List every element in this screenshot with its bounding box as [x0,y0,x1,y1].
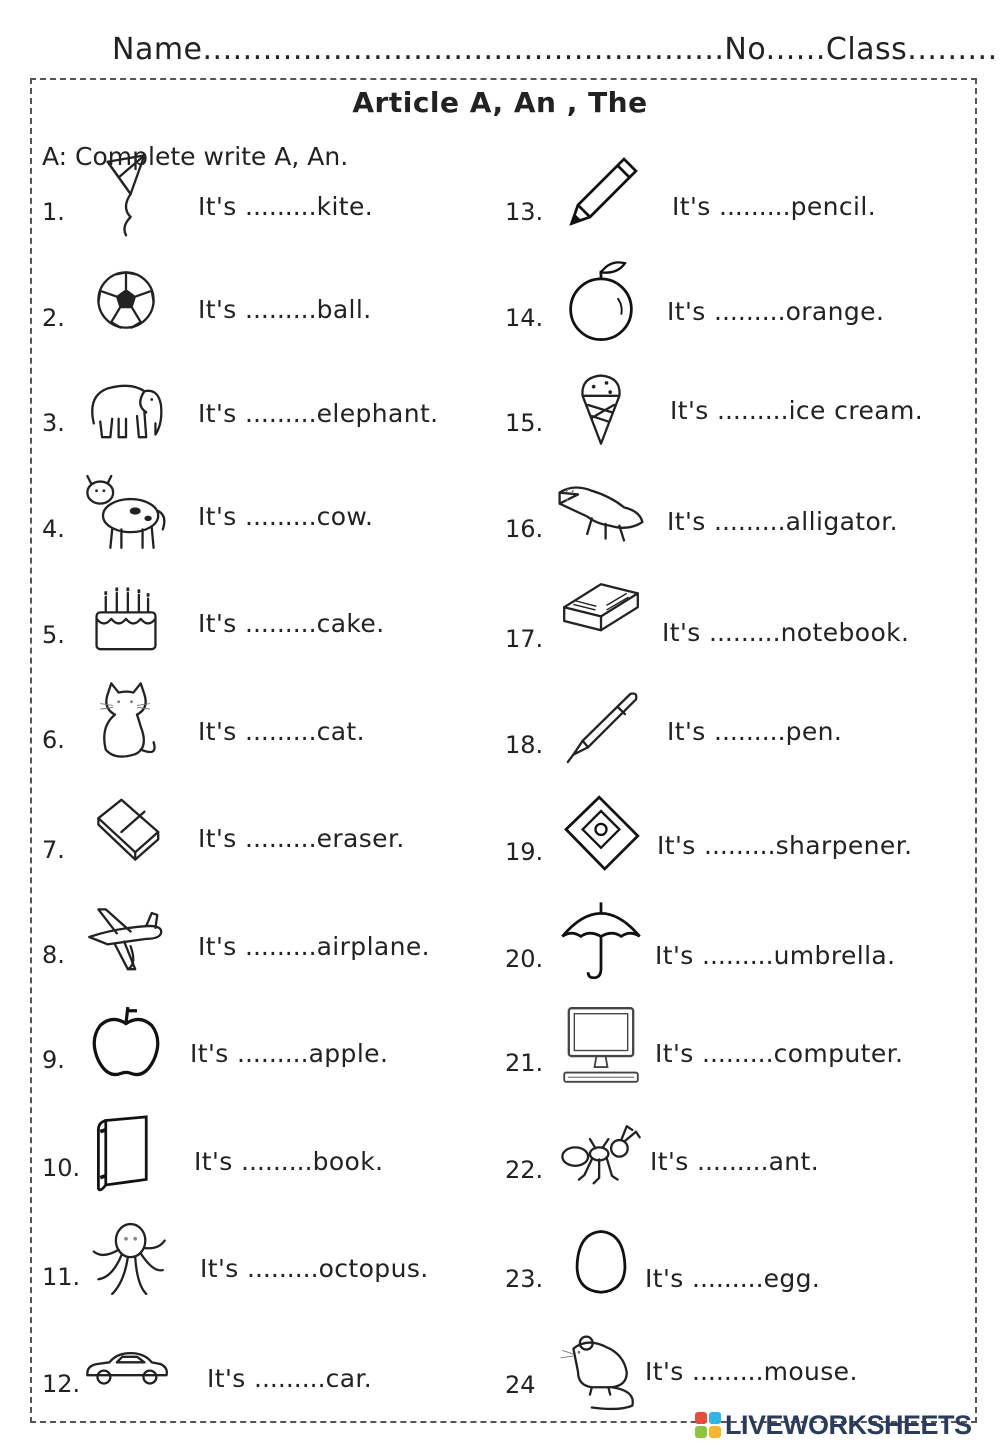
item-number: 16. [505,515,544,543]
notebook-icon [555,575,647,667]
pen-icon [555,681,647,773]
item-sentence [200,1254,429,1283]
item-number: 3. [42,409,65,437]
item-sentence [662,618,909,647]
sentence-prefix: It's [194,1147,242,1176]
mouse-icon [555,1321,647,1413]
sentence-word: elephant. [316,399,439,428]
item-sentence [670,396,923,425]
answer-blank[interactable]: ......... [702,941,774,970]
answer-blank[interactable]: ......... [697,1147,769,1176]
item-sentence [190,1039,388,1068]
name-number-class-line: Name....................................................No......Class......... [112,32,998,67]
item-number: 21. [505,1049,544,1077]
item-sentence [645,1264,820,1293]
sentence-prefix: It's [655,941,703,970]
computer-icon [555,999,647,1091]
sentence-word: mouse. [763,1357,858,1386]
logo-text: LIVEWORKSHEETS [725,1409,972,1440]
pencil-icon [555,148,647,240]
item-number: 17. [505,625,544,653]
sentence-prefix: It's [667,717,715,746]
item-sentence [657,831,912,860]
ball-icon [80,254,172,346]
answer-blank[interactable]: ......... [254,1364,326,1393]
sentence-prefix: It's [657,831,705,860]
item-number: 24 [505,1371,536,1399]
item-number: 11. [42,1263,81,1291]
answer-blank[interactable]: ......... [247,1254,319,1283]
item-sentence [198,295,372,324]
answer-blank[interactable]: ......... [714,507,786,536]
answer-blank[interactable]: ......... [245,295,317,324]
sentence-prefix: It's [672,192,720,221]
sentence-word: computer. [773,1039,904,1068]
answer-blank[interactable]: ......... [714,297,786,326]
item-sentence [645,1357,858,1386]
item-number: 1. [42,198,65,226]
sentence-prefix: It's [655,1039,703,1068]
ice-cream-icon [555,359,647,451]
sentence-word: alligator. [785,507,898,536]
sentence-word: notebook. [780,618,910,647]
item-sentence [198,609,385,638]
answer-blank[interactable]: ......... [245,824,317,853]
sentence-prefix: It's [190,1039,238,1068]
sentence-word: pencil. [790,192,877,221]
orange-icon [555,254,647,346]
elephant-icon [80,359,172,451]
sentence-word: ice cream. [788,396,924,425]
sentence-word: car. [325,1364,373,1393]
sentence-word: ant. [768,1147,820,1176]
sentence-prefix: It's [198,609,246,638]
instruction-text: A: Complete write A, An. [42,142,349,171]
item-sentence [650,1147,819,1176]
item-sentence [198,192,373,221]
answer-blank[interactable]: ......... [692,1264,764,1293]
answer-blank[interactable]: ......... [709,618,781,647]
item-number: 8. [42,941,65,969]
answer-blank[interactable]: ......... [719,192,791,221]
sentence-word: book. [312,1147,384,1176]
sentence-prefix: It's [650,1147,698,1176]
sentence-word: orange. [785,297,885,326]
answer-blank[interactable]: ......... [241,1147,313,1176]
worksheet-title: Article A, An , The [352,86,648,119]
worksheet-frame [30,78,977,1423]
sentence-word: cake. [316,609,385,638]
sentence-word: egg. [763,1264,821,1293]
item-number: 5. [42,621,65,649]
answer-blank[interactable]: ......... [704,831,776,860]
sentence-prefix: It's [207,1364,255,1393]
sentence-word: octopus. [318,1254,429,1283]
item-number: 19. [505,838,544,866]
item-number: 9. [42,1046,65,1074]
sentence-word: apple. [308,1039,389,1068]
book-icon [80,1104,172,1196]
sentence-word: airplane. [316,932,431,961]
item-sentence [667,507,898,536]
item-sentence [672,192,876,221]
answer-blank[interactable]: ......... [245,932,317,961]
item-number: 10. [42,1154,81,1182]
item-number: 6. [42,726,65,754]
sentence-prefix: It's [198,295,246,324]
sentence-prefix: It's [198,824,246,853]
answer-blank[interactable]: ......... [702,1039,774,1068]
alligator-icon [555,465,647,557]
answer-blank[interactable]: ......... [245,502,317,531]
item-sentence [207,1364,372,1393]
item-number: 20. [505,945,544,973]
item-number: 7. [42,836,65,864]
apple-icon [80,996,172,1088]
item-sentence [198,502,373,531]
item-sentence [198,824,405,853]
answer-blank[interactable]: ......... [714,717,786,746]
ant-icon [555,1106,647,1198]
kite-icon [80,148,172,240]
item-number: 15. [505,409,544,437]
sentence-word: cow. [316,502,374,531]
item-number: 4. [42,515,65,543]
item-sentence [198,717,365,746]
item-number: 13. [505,198,544,226]
item-number: 14. [505,304,544,332]
sentence-prefix: It's [198,717,246,746]
sharpener-icon [555,788,647,880]
sentence-prefix: It's [198,932,246,961]
sentence-prefix: It's [198,502,246,531]
item-number: 18. [505,731,544,759]
sentence-prefix: It's [662,618,710,647]
sentence-prefix: It's [198,399,246,428]
egg-icon [555,1215,647,1307]
answer-blank[interactable]: ......... [237,1039,309,1068]
sentence-word: ball. [316,295,372,324]
item-number: 2. [42,304,65,332]
answer-blank[interactable]: ......... [245,609,317,638]
item-sentence [198,399,439,428]
item-sentence [655,1039,903,1068]
sentence-word: umbrella. [773,941,896,970]
sentence-word: cat. [316,717,365,746]
sentence-prefix: It's [667,297,715,326]
umbrella-icon [555,895,647,987]
car-icon [80,1320,172,1412]
answer-blank[interactable]: ......... [692,1357,764,1386]
item-number: 23. [505,1265,544,1293]
sentence-prefix: It's [198,192,246,221]
eraser-icon [80,786,172,878]
cow-icon [80,465,172,557]
item-sentence [667,717,842,746]
logo-mark-icon [695,1412,721,1438]
sentence-word: eraser. [316,824,405,853]
sentence-prefix: It's [645,1264,693,1293]
item-number: 12. [42,1370,81,1398]
item-sentence [655,941,896,970]
item-sentence [198,932,430,961]
octopus-icon [80,1213,172,1305]
sentence-prefix: It's [200,1254,248,1283]
cake-icon [80,571,172,663]
sentence-word: pen. [785,717,843,746]
cat-icon [80,676,172,768]
answer-blank[interactable]: ......... [245,717,317,746]
answer-blank[interactable]: ......... [245,399,317,428]
item-sentence [194,1147,383,1176]
sentence-word: sharpener. [775,831,913,860]
sentence-word: kite. [316,192,374,221]
sentence-prefix: It's [670,396,718,425]
item-number: 22. [505,1156,544,1184]
airplane-icon [80,891,172,983]
sentence-prefix: It's [645,1357,693,1386]
item-sentence [667,297,884,326]
sentence-prefix: It's [667,507,715,536]
answer-blank[interactable]: ......... [717,396,789,425]
answer-blank[interactable]: ......... [245,192,317,221]
liveworksheets-logo [695,1410,972,1440]
